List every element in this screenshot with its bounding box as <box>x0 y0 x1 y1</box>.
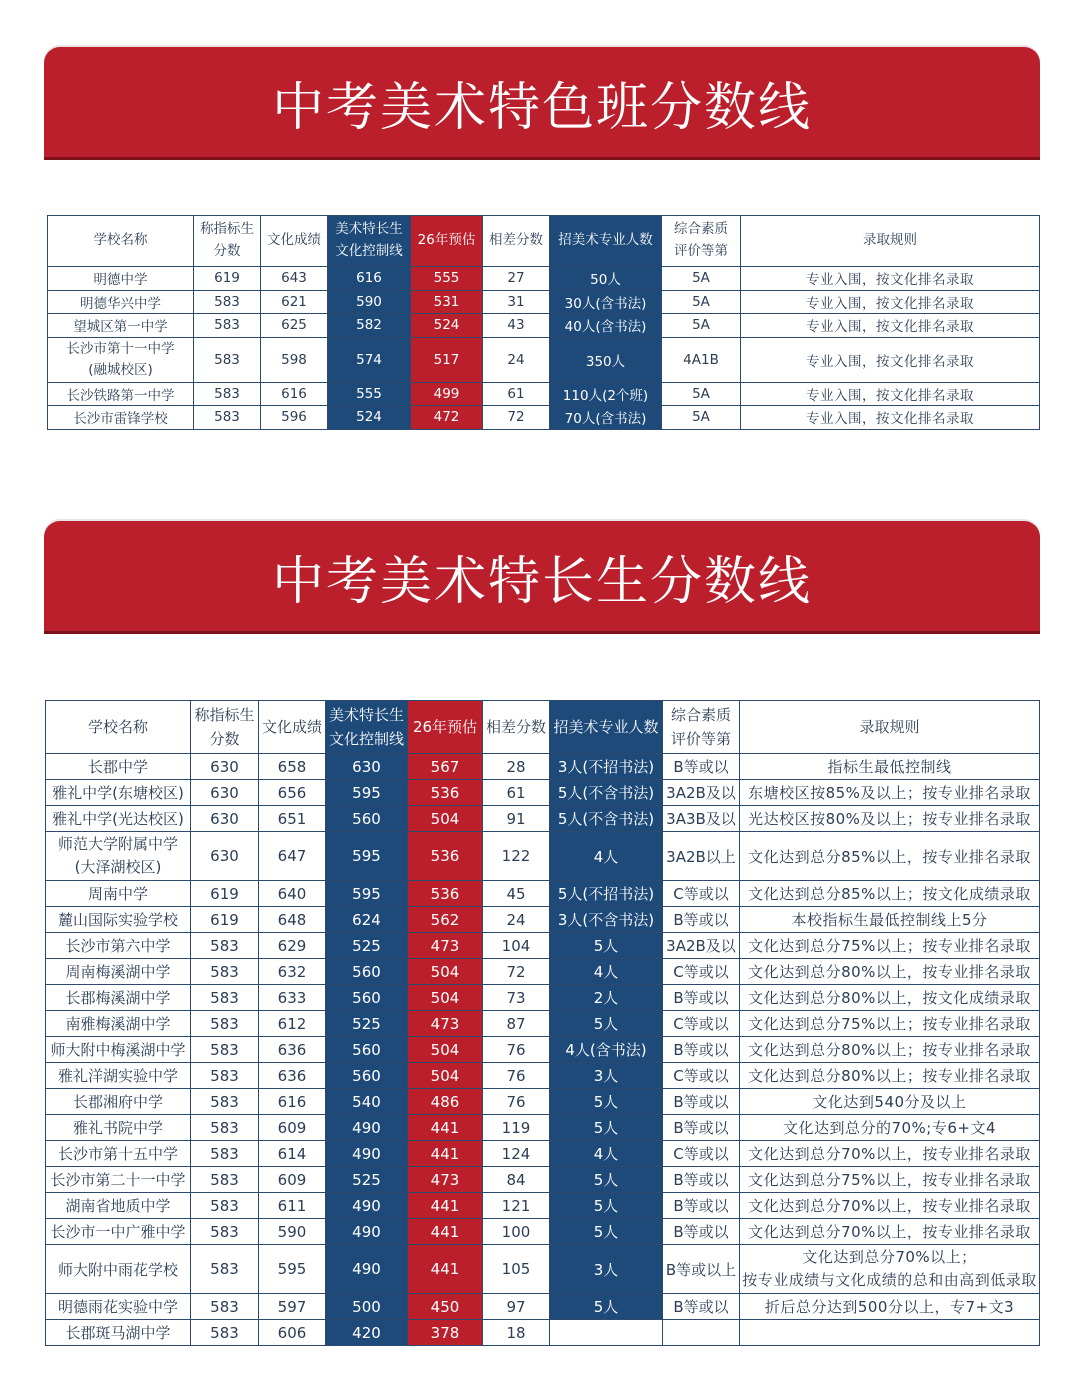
cell-control: 420 <box>326 1320 408 1346</box>
cell-rule: 光达校区按80%及以上；按专业排名录取 <box>740 806 1040 832</box>
cell-culture: 595 <box>259 1245 326 1294</box>
cell-school: 雅礼中学(光达校区) <box>46 806 191 832</box>
table-row <box>46 1167 1040 1193</box>
cell-school: 长沙市第十五中学 <box>46 1141 191 1167</box>
col-header-school: 学校名称 <box>48 216 194 267</box>
table-row <box>46 933 1040 959</box>
cell-culture: 625 <box>261 314 328 338</box>
cell-control: 490 <box>326 1115 408 1141</box>
table-header-row <box>46 701 1040 754</box>
section-banner-specialty-student <box>44 521 1040 631</box>
col-header-enroll: 招美术专业人数 <box>550 701 663 754</box>
cell-quota: 583 <box>191 1193 259 1219</box>
table-row <box>46 1115 1040 1141</box>
cell-grade: 3A3B及以 <box>663 806 740 832</box>
table-row <box>46 780 1040 806</box>
cell-rule: 文化达到总分75%以上；按专业排名录取 <box>740 1011 1040 1037</box>
col-header-school: 学校名称 <box>46 701 191 754</box>
table-row <box>48 337 1040 382</box>
cell-rule: 文化达到总分70%以上，按专业排名录取 <box>740 1193 1040 1219</box>
cell-estimate: 499 <box>411 382 483 406</box>
cell-culture: 609 <box>259 1115 326 1141</box>
cell-control: 490 <box>326 1141 408 1167</box>
cell-control: 560 <box>326 1063 408 1089</box>
cell-rule: 指标生最低控制线 <box>740 754 1040 780</box>
cell-estimate: 450 <box>408 1294 483 1320</box>
cell-rule: 专业入围，按文化排名录取 <box>741 290 1040 314</box>
table-row <box>46 1089 1040 1115</box>
cell-quota: 619 <box>191 907 259 933</box>
cell-quota: 630 <box>191 832 259 881</box>
cell-control: 490 <box>326 1219 408 1245</box>
cell-estimate: 441 <box>408 1115 483 1141</box>
cell-culture: 647 <box>259 832 326 881</box>
cell-enroll: 110人(2个班) <box>550 382 662 406</box>
cell-grade <box>663 1320 740 1346</box>
table-row <box>46 1037 1040 1063</box>
cell-control: 616 <box>328 267 411 291</box>
cell-culture: 616 <box>259 1089 326 1115</box>
cell-estimate: 562 <box>408 907 483 933</box>
cell-culture: 616 <box>261 382 328 406</box>
cell-estimate: 531 <box>411 290 483 314</box>
cell-grade: 3A2B及以 <box>663 780 740 806</box>
cell-diff: 124 <box>483 1141 550 1167</box>
cell-quota: 583 <box>191 1320 259 1346</box>
cell-quota: 583 <box>191 1011 259 1037</box>
cell-control: 524 <box>328 406 411 430</box>
cell-enroll: 5人 <box>550 1167 663 1193</box>
cell-rule: 文化达到总分80%以上，按文化成绩录取 <box>740 985 1040 1011</box>
cell-estimate: 536 <box>408 881 483 907</box>
cell-diff: 73 <box>483 985 550 1011</box>
cell-grade: B等或以 <box>663 1219 740 1245</box>
cell-enroll: 5人 <box>550 933 663 959</box>
cell-control: 490 <box>326 1245 408 1294</box>
cell-rule: 文化达到总分85%以上；按文化成绩录取 <box>740 881 1040 907</box>
cell-control: 525 <box>326 1011 408 1037</box>
cell-culture: 643 <box>261 267 328 291</box>
cell-quota: 583 <box>191 1115 259 1141</box>
cell-school: 长沙市雷锋学校 <box>48 406 194 430</box>
table-row <box>46 1063 1040 1089</box>
table-row <box>46 832 1040 881</box>
cell-culture: 636 <box>259 1037 326 1063</box>
cell-diff: 87 <box>483 1011 550 1037</box>
cell-enroll: 4人 <box>550 959 663 985</box>
cell-rule: 东塘校区按85%及以上；按专业排名录取 <box>740 780 1040 806</box>
cell-rule: 文化达到总分75%以上；按专业排名录取 <box>740 933 1040 959</box>
cell-estimate: 473 <box>408 1167 483 1193</box>
cell-estimate: 441 <box>408 1219 483 1245</box>
cell-school: 长沙市第六中学 <box>46 933 191 959</box>
cell-diff: 72 <box>483 959 550 985</box>
cell-culture: 629 <box>259 933 326 959</box>
cell-estimate: 536 <box>408 780 483 806</box>
cell-grade: B等或以 <box>663 1167 740 1193</box>
table-row <box>48 314 1040 338</box>
cell-estimate: 504 <box>408 1037 483 1063</box>
cell-culture: 632 <box>259 959 326 985</box>
col-header-rule: 录取规则 <box>740 701 1040 754</box>
cell-diff: 61 <box>483 780 550 806</box>
cell-culture: 596 <box>261 406 328 430</box>
cell-grade: 3A2B以上 <box>663 832 740 881</box>
cell-control: 500 <box>326 1294 408 1320</box>
cell-culture: 590 <box>259 1219 326 1245</box>
cell-school: 长沙市一中广雅中学 <box>46 1219 191 1245</box>
cell-school: 雅礼中学(东塘校区) <box>46 780 191 806</box>
cell-school: 雅礼书院中学 <box>46 1115 191 1141</box>
cell-grade: B等或以 <box>663 1294 740 1320</box>
specialty-student-score-table <box>45 700 1040 1346</box>
cell-school: 周南中学 <box>46 881 191 907</box>
cell-quota: 583 <box>191 1219 259 1245</box>
cell-rule: 专业入围，按文化排名录取 <box>741 267 1040 291</box>
cell-enroll: 4人 <box>550 1141 663 1167</box>
cell-enroll: 4人(含书法) <box>550 1037 663 1063</box>
cell-enroll: 5人(不招书法) <box>550 881 663 907</box>
table-header-row <box>48 216 1040 267</box>
cell-enroll: 40人(含书法) <box>550 314 662 338</box>
cell-diff: 76 <box>483 1037 550 1063</box>
col-header-grade: 综合素质 评价等第 <box>662 216 741 267</box>
table-row <box>48 382 1040 406</box>
cell-culture: 614 <box>259 1141 326 1167</box>
cell-control: 574 <box>328 337 411 382</box>
cell-grade: 5A <box>662 406 741 430</box>
cell-culture: 606 <box>259 1320 326 1346</box>
col-header-grade: 综合素质 评价等第 <box>663 701 740 754</box>
cell-enroll: 30人(含书法) <box>550 290 662 314</box>
cell-grade: 4A1B <box>662 337 741 382</box>
table-row <box>46 959 1040 985</box>
cell-diff: 18 <box>483 1320 550 1346</box>
cell-culture: 612 <box>259 1011 326 1037</box>
cell-diff: 76 <box>483 1063 550 1089</box>
cell-control: 490 <box>326 1193 408 1219</box>
banner-title: 中考美术特色班分数线 <box>271 77 812 138</box>
cell-estimate: 504 <box>408 806 483 832</box>
cell-diff: 119 <box>483 1115 550 1141</box>
cell-enroll: 3人(不含书法) <box>550 907 663 933</box>
cell-rule: 文化达到总分的70%;专6+文4 <box>740 1115 1040 1141</box>
cell-quota: 583 <box>191 985 259 1011</box>
cell-estimate: 472 <box>411 406 483 430</box>
cell-grade: B等或以 <box>663 1037 740 1063</box>
table-row <box>46 806 1040 832</box>
cell-estimate: 536 <box>408 832 483 881</box>
cell-grade: B等或以 <box>663 1089 740 1115</box>
table-row <box>46 1193 1040 1219</box>
cell-control: 560 <box>326 959 408 985</box>
cell-culture: 609 <box>259 1167 326 1193</box>
cell-quota: 583 <box>191 1167 259 1193</box>
cell-school: 明德华兴中学 <box>48 290 194 314</box>
cell-diff: 72 <box>483 406 550 430</box>
cell-enroll: 5人(不含书法) <box>550 780 663 806</box>
cell-estimate: 555 <box>411 267 483 291</box>
table-row <box>48 406 1040 430</box>
cell-enroll: 5人 <box>550 1193 663 1219</box>
table-row <box>46 1011 1040 1037</box>
cell-school: 师大附中梅溪湖中学 <box>46 1037 191 1063</box>
cell-diff: 100 <box>483 1219 550 1245</box>
cell-quota: 583 <box>194 290 261 314</box>
cell-quota: 630 <box>191 780 259 806</box>
cell-school: 长沙市第二十一中学 <box>46 1167 191 1193</box>
cell-rule: 文化达到总分70%以上，按专业排名录取 <box>740 1219 1040 1245</box>
cell-culture: 658 <box>259 754 326 780</box>
table-row <box>46 1219 1040 1245</box>
cell-culture: 636 <box>259 1063 326 1089</box>
cell-grade: C等或以 <box>663 881 740 907</box>
col-header-quota: 称指标生 分数 <box>194 216 261 267</box>
cell-school: 周南梅溪湖中学 <box>46 959 191 985</box>
table-row <box>46 1245 1040 1294</box>
cell-diff: 27 <box>483 267 550 291</box>
cell-school: 南雅梅溪湖中学 <box>46 1011 191 1037</box>
cell-diff: 84 <box>483 1167 550 1193</box>
cell-diff: 104 <box>483 933 550 959</box>
cell-enroll: 4人 <box>550 832 663 881</box>
cell-grade: 5A <box>662 290 741 314</box>
cell-control: 582 <box>328 314 411 338</box>
cell-estimate: 441 <box>408 1141 483 1167</box>
cell-culture: 597 <box>259 1294 326 1320</box>
cell-grade: B等或以 <box>663 1193 740 1219</box>
cell-estimate: 378 <box>408 1320 483 1346</box>
cell-enroll: 70人(含书法) <box>550 406 662 430</box>
cell-grade: C等或以 <box>663 1063 740 1089</box>
cell-control: 525 <box>326 1167 408 1193</box>
cell-culture: 633 <box>259 985 326 1011</box>
cell-rule: 文化达到总分80%以上，按专业排名录取 <box>740 959 1040 985</box>
table-row <box>48 267 1040 291</box>
table-row <box>46 907 1040 933</box>
cell-estimate: 504 <box>408 985 483 1011</box>
cell-quota: 583 <box>191 1294 259 1320</box>
cell-estimate: 473 <box>408 1011 483 1037</box>
col-header-control: 美术特长生 文化控制线 <box>326 701 408 754</box>
cell-quota: 630 <box>191 806 259 832</box>
cell-quota: 583 <box>194 382 261 406</box>
cell-enroll: 2人 <box>550 985 663 1011</box>
cell-estimate: 473 <box>408 933 483 959</box>
cell-grade: 3A2B及以 <box>663 933 740 959</box>
cell-control: 525 <box>326 933 408 959</box>
cell-diff: 91 <box>483 806 550 832</box>
col-header-quota: 称指标生 分数 <box>191 701 259 754</box>
cell-school: 长郡湘府中学 <box>46 1089 191 1115</box>
cell-culture: 598 <box>261 337 328 382</box>
cell-school: 师范大学附属中学 (大泽湖校区) <box>46 832 191 881</box>
cell-diff: 24 <box>483 907 550 933</box>
table-row <box>46 881 1040 907</box>
cell-diff: 31 <box>483 290 550 314</box>
cell-diff: 43 <box>483 314 550 338</box>
section-banner-featured-class <box>44 47 1040 157</box>
cell-quota: 583 <box>191 1089 259 1115</box>
cell-school: 长沙市第十一中学 (融城校区) <box>48 337 194 382</box>
cell-control: 540 <box>326 1089 408 1115</box>
col-header-estimate: 26年预估 <box>408 701 483 754</box>
cell-diff: 76 <box>483 1089 550 1115</box>
cell-culture: 611 <box>259 1193 326 1219</box>
cell-control: 560 <box>326 1037 408 1063</box>
cell-control: 560 <box>326 985 408 1011</box>
cell-diff: 105 <box>483 1245 550 1294</box>
cell-rule: 文化达到总分70%以上； 按专业成绩与文化成绩的总和由高到低录取 <box>740 1245 1040 1294</box>
table-row <box>48 290 1040 314</box>
cell-culture: 651 <box>259 806 326 832</box>
cell-rule: 专业入围，按文化排名录取 <box>741 337 1040 382</box>
cell-control: 555 <box>328 382 411 406</box>
cell-grade: C等或以 <box>663 1141 740 1167</box>
cell-estimate: 567 <box>408 754 483 780</box>
cell-rule: 文化达到总分80%以上；按专业排名录取 <box>740 1063 1040 1089</box>
cell-culture: 621 <box>261 290 328 314</box>
cell-diff: 45 <box>483 881 550 907</box>
cell-quota: 630 <box>191 754 259 780</box>
cell-quota: 583 <box>191 959 259 985</box>
cell-diff: 122 <box>483 832 550 881</box>
cell-diff: 24 <box>483 337 550 382</box>
cell-rule: 本校指标生最低控制线上5分 <box>740 907 1040 933</box>
cell-grade: C等或以 <box>663 1011 740 1037</box>
cell-grade: B等或以上 <box>663 1245 740 1294</box>
cell-estimate: 441 <box>408 1245 483 1294</box>
cell-grade: B等或以 <box>663 1115 740 1141</box>
col-header-estimate: 26年预估 <box>411 216 483 267</box>
cell-school: 明德雨花实验中学 <box>46 1294 191 1320</box>
cell-control: 630 <box>326 754 408 780</box>
cell-school: 长郡斑马湖中学 <box>46 1320 191 1346</box>
cell-school: 湖南省地质中学 <box>46 1193 191 1219</box>
cell-culture: 656 <box>259 780 326 806</box>
cell-estimate: 517 <box>411 337 483 382</box>
cell-school: 师大附中雨花学校 <box>46 1245 191 1294</box>
cell-control: 560 <box>326 806 408 832</box>
cell-rule: 文化达到总分85%以上，按专业排名录取 <box>740 832 1040 881</box>
cell-rule: 文化达到总分80%以上；按专业排名录取 <box>740 1037 1040 1063</box>
col-header-diff: 相差分数 <box>483 701 550 754</box>
cell-enroll: 3人 <box>550 1063 663 1089</box>
cell-quota: 619 <box>194 267 261 291</box>
cell-quota: 619 <box>191 881 259 907</box>
cell-enroll: 350人 <box>550 337 662 382</box>
col-header-culture: 文化成绩 <box>259 701 326 754</box>
cell-enroll: 5人 <box>550 1294 663 1320</box>
cell-enroll: 5人 <box>550 1011 663 1037</box>
table-row <box>46 1320 1040 1346</box>
cell-control: 624 <box>326 907 408 933</box>
cell-rule: 折后总分达到500分以上，专7+文3 <box>740 1294 1040 1320</box>
cell-grade: B等或以 <box>663 985 740 1011</box>
cell-diff: 121 <box>483 1193 550 1219</box>
cell-quota: 583 <box>191 1063 259 1089</box>
cell-school: 麓山国际实验学校 <box>46 907 191 933</box>
cell-diff: 28 <box>483 754 550 780</box>
cell-enroll: 5人(不含书法) <box>550 806 663 832</box>
cell-school: 明德中学 <box>48 267 194 291</box>
table-row <box>46 985 1040 1011</box>
cell-enroll: 5人 <box>550 1089 663 1115</box>
cell-school: 长郡梅溪湖中学 <box>46 985 191 1011</box>
cell-rule: 文化达到540分及以上 <box>740 1089 1040 1115</box>
cell-rule: 专业入围，按文化排名录取 <box>741 314 1040 338</box>
table-row <box>46 754 1040 780</box>
cell-control: 595 <box>326 780 408 806</box>
cell-estimate: 441 <box>408 1193 483 1219</box>
cell-estimate: 486 <box>408 1089 483 1115</box>
col-header-culture: 文化成绩 <box>261 216 328 267</box>
cell-control: 595 <box>326 832 408 881</box>
featured-class-score-table <box>47 215 1040 430</box>
table-row <box>46 1294 1040 1320</box>
cell-enroll: 5人 <box>550 1219 663 1245</box>
cell-school: 长沙铁路第一中学 <box>48 382 194 406</box>
cell-diff: 97 <box>483 1294 550 1320</box>
cell-quota: 583 <box>194 337 261 382</box>
cell-estimate: 524 <box>411 314 483 338</box>
cell-estimate: 504 <box>408 1063 483 1089</box>
cell-school: 望城区第一中学 <box>48 314 194 338</box>
cell-rule: 文化达到总分75%以上，按专业排名录取 <box>740 1167 1040 1193</box>
cell-control: 590 <box>328 290 411 314</box>
banner-title: 中考美术特长生分数线 <box>271 551 812 612</box>
cell-grade: B等或以 <box>663 907 740 933</box>
col-header-enroll: 招美术专业人数 <box>550 216 662 267</box>
cell-rule <box>740 1320 1040 1346</box>
cell-grade: 5A <box>662 382 741 406</box>
table-row <box>46 1141 1040 1167</box>
cell-enroll: 3人(不招书法) <box>550 754 663 780</box>
cell-culture: 648 <box>259 907 326 933</box>
cell-diff: 61 <box>483 382 550 406</box>
cell-grade: C等或以 <box>663 959 740 985</box>
col-header-control: 美术特长生 文化控制线 <box>328 216 411 267</box>
cell-quota: 583 <box>194 406 261 430</box>
cell-enroll: 5人 <box>550 1115 663 1141</box>
cell-rule: 专业入围，按文化排名录取 <box>741 382 1040 406</box>
cell-enroll: 3人 <box>550 1245 663 1294</box>
cell-rule: 文化达到总分70%以上，按专业排名录取 <box>740 1141 1040 1167</box>
cell-quota: 583 <box>194 314 261 338</box>
cell-grade: 5A <box>662 314 741 338</box>
cell-estimate: 504 <box>408 959 483 985</box>
cell-enroll <box>550 1320 663 1346</box>
cell-enroll: 50人 <box>550 267 662 291</box>
cell-school: 长郡中学 <box>46 754 191 780</box>
cell-rule: 专业入围，按文化排名录取 <box>741 406 1040 430</box>
cell-quota: 583 <box>191 1245 259 1294</box>
col-header-diff: 相差分数 <box>483 216 550 267</box>
cell-quota: 583 <box>191 933 259 959</box>
cell-grade: B等或以 <box>663 754 740 780</box>
cell-school: 雅礼洋湖实验中学 <box>46 1063 191 1089</box>
cell-control: 595 <box>326 881 408 907</box>
cell-quota: 583 <box>191 1141 259 1167</box>
cell-quota: 583 <box>191 1037 259 1063</box>
col-header-rule: 录取规则 <box>741 216 1040 267</box>
cell-grade: 5A <box>662 267 741 291</box>
cell-culture: 640 <box>259 881 326 907</box>
